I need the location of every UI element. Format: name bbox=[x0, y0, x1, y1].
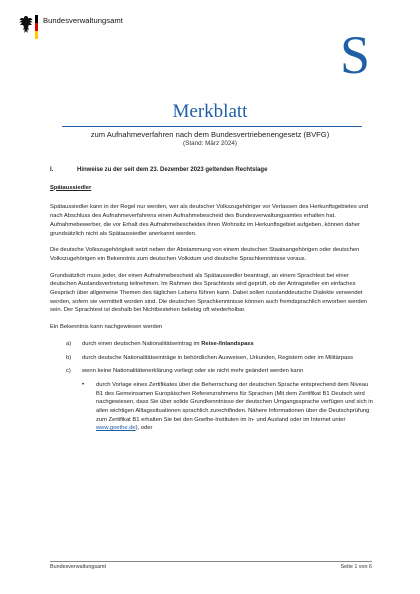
section-heading bbox=[50, 166, 375, 175]
bullet-tail: ), oder bbox=[135, 425, 153, 432]
list-item-bold: Reise-/Inlandspass bbox=[201, 340, 254, 347]
list-marker: b) bbox=[66, 354, 72, 361]
paragraph: Grundsätzlich muss jeder, der einen Aufnahmebescheid als Spätaussiedler beantragt, an einem Sprachtest bei einer deutschen Auslandsvertretung teilnehmen. Im Rahmen des Sprachtests wird geprüft, ob der Antragsteller ein einfaches Gespräch über allgemeine Themen des täglichen Lebens führen kann. Dabei sollen russlanddeutsche Dialekte verwendet werden, sofern sie vermittelt worden sind. Die deutschen Sprachkenntnisse können auch fremdsprachlich erworben werden sein. Der Sprachtest ist deshalb bei Nichtbestehen beliebig oft wiederholbar. bbox=[50, 272, 368, 314]
list-marker: c) bbox=[66, 368, 71, 375]
paragraph: Die deutsche Volkszugehörigkeit setzt neben der Abstammung von einem deutschen Staatsangehörigen oder deutschen Volkszugehörigen ein Bekenntnis zum deutschen Volkstum und deutsche Sprachkenntnisse voraus. bbox=[50, 247, 360, 262]
agency-name: Bundesverwaltungsamt bbox=[43, 16, 123, 25]
version-date: (Stand: März 2024) bbox=[183, 140, 237, 147]
bullet-item bbox=[82, 381, 375, 433]
bullet-icon: • bbox=[82, 381, 85, 388]
page-number: Seite 1 von 6 bbox=[340, 564, 372, 570]
list-item bbox=[50, 340, 375, 349]
section-number: I. bbox=[50, 167, 54, 173]
page-title: Merkblatt bbox=[172, 101, 248, 122]
german-flag-stripe bbox=[35, 15, 38, 39]
federal-eagle-icon bbox=[19, 15, 33, 35]
list-item bbox=[50, 367, 375, 376]
footer-divider bbox=[50, 561, 372, 562]
bullet-text: durch Vorlage eines Zertifikates über die Beherrschung der deutschen Sprache entsprechend dem Niveau B1 des Gemeinsamen Europäischen Referenzrahmens für Sprachen (Mit dem Zertifikat B1 Deutsch wird nachgewiesen, dass Sie über solide Grundkenntnisse der deutschen Umgangssprache verfügen und sich in allen wichtigen Alltagssituationen sprachlich zurechtfinden. Nähere Informationen über die Deutschprüfung zum Zertifikat B1 erhalten Sie bei den Goethe-Instituten im In- und Ausland oder im Internet unter bbox=[96, 381, 373, 423]
title-divider bbox=[62, 126, 362, 127]
list-item-text: wenn keine Nationalitätenerklärung vorliegt oder sie nicht mehr geändert werden kann bbox=[82, 368, 304, 375]
paragraph: Ein Bekenntnis kann nachgewiesen werden bbox=[50, 324, 163, 331]
list-item-text: durch deutsche Nationalitätseinträge in behördlichen Ausweisen, Urkunden, Registern oder im Militärpass bbox=[82, 354, 353, 361]
document-letter: S bbox=[340, 25, 371, 85]
list-marker: a) bbox=[66, 340, 72, 347]
subheading-spaetaussiedler: Spätaussiedler bbox=[50, 184, 92, 191]
page-subtitle: zum Aufnahmeverfahren nach dem Bundesvertriebenengesetz (BVFG) bbox=[90, 130, 330, 139]
goethe-link[interactable]: www.goethe.de bbox=[96, 425, 136, 432]
footer-agency: Bundesverwaltungsamt bbox=[50, 564, 107, 570]
section-title: Hinweise zu der seit dem 23. Dezember 2023 geltenden Rechtslage bbox=[77, 167, 268, 173]
proof-list bbox=[50, 340, 375, 433]
list-item-text: durch einen deutschen Nationalitätseintrag im bbox=[82, 340, 202, 347]
list-item bbox=[50, 354, 375, 363]
paragraph: Spätaussiedler kann in der Regel nur werden, wer als deutscher Volkszugehöriger vor Verlassen des Herkunftsgebietes und nach Abschluss des Aufnahmeverfahrens einen Aufnahmebescheid des Bundesverwaltungsamtes erhalten hat. Aufnahmebewerber, die vor Erhalt des Aufnahmebescheides ihren Wohnsitz im Herkunftsgebiet aufgeben, können daher grundsätzlich nicht als Spätaussiedler anerkannt werden. bbox=[50, 204, 369, 237]
document-body bbox=[50, 166, 375, 433]
